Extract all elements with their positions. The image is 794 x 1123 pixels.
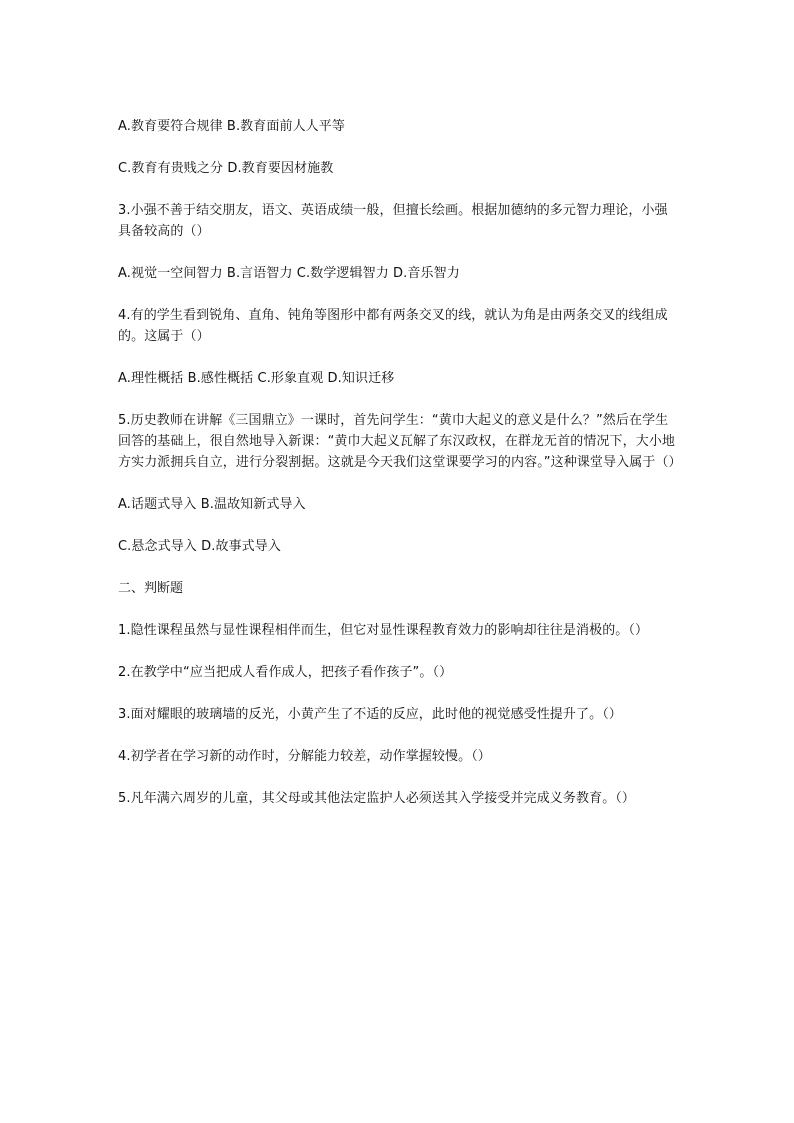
q2-options-cd: C.教育有贵贱之分 D.教育要因材施教 bbox=[118, 161, 334, 176]
tf-item-1: 1.隐性课程虽然与显性课程相伴而生，但它对显性课程教育效力的影响却往往是消极的。（） bbox=[118, 623, 649, 638]
q4-stem: 4.有的学生看到锐角、直角、钝角等图形中都有两条交叉的线，就认为角是由两条交叉的线组成的。这属于（） bbox=[118, 308, 668, 344]
tf-item-4: 4.初学者在学习新的动作时，分解能力较差，动作掌握较慢。（） bbox=[118, 749, 491, 764]
q5-options-cd: C.悬念式导入 D.故事式导入 bbox=[118, 539, 281, 554]
q3-options: A.视觉一空间智力 B.言语智力 C.数学逻辑智力 D.音乐智力 bbox=[118, 266, 460, 281]
tf-item-5: 5.凡年满六周岁的儿童，其父母或其他法定监护人必须送其入学接受并完成义务教育。（） bbox=[118, 791, 636, 806]
document-content bbox=[118, 116, 682, 830]
tf-item-2: 2.在教学中“应当把成人看作成人，把孩子看作孩子”。（） bbox=[118, 665, 453, 680]
tf-item-3: 3.面对耀眼的玻璃墙的反光，小黄产生了不适的反应，此时他的视觉感受性提升了。（） bbox=[118, 707, 622, 722]
q5-stem: 5.历史教师在讲解《三国鼎立》一课时，首先问学生：“黄巾大起义的意义是什么？”然后在学生回答的基础上，很自然地导入新课：“黄巾大起义瓦解了东汉政权，在群龙无首的情况下，大小地方实力派拥兵自立，进行分裂割据。这就是今天我们这堂课要学习的内容。”这种课堂导入属于（） bbox=[118, 413, 682, 470]
q3-stem: 3.小强不善于结交朋友，语文、英语成绩一般，但擅长绘画。根据加德纳的多元智力理论，小强具备较高的（） bbox=[118, 203, 668, 239]
q2-options-ab: A.教育要符合规律 B.教育面前人人平等 bbox=[118, 119, 345, 134]
section-heading-true-false: 二、判断题 bbox=[118, 581, 184, 596]
q4-options: A.理性概括 B.感性概括 C.形象直观 D.知识迁移 bbox=[118, 371, 395, 386]
q5-options-ab: A.话题式导入 B.温故知新式导入 bbox=[118, 497, 306, 512]
